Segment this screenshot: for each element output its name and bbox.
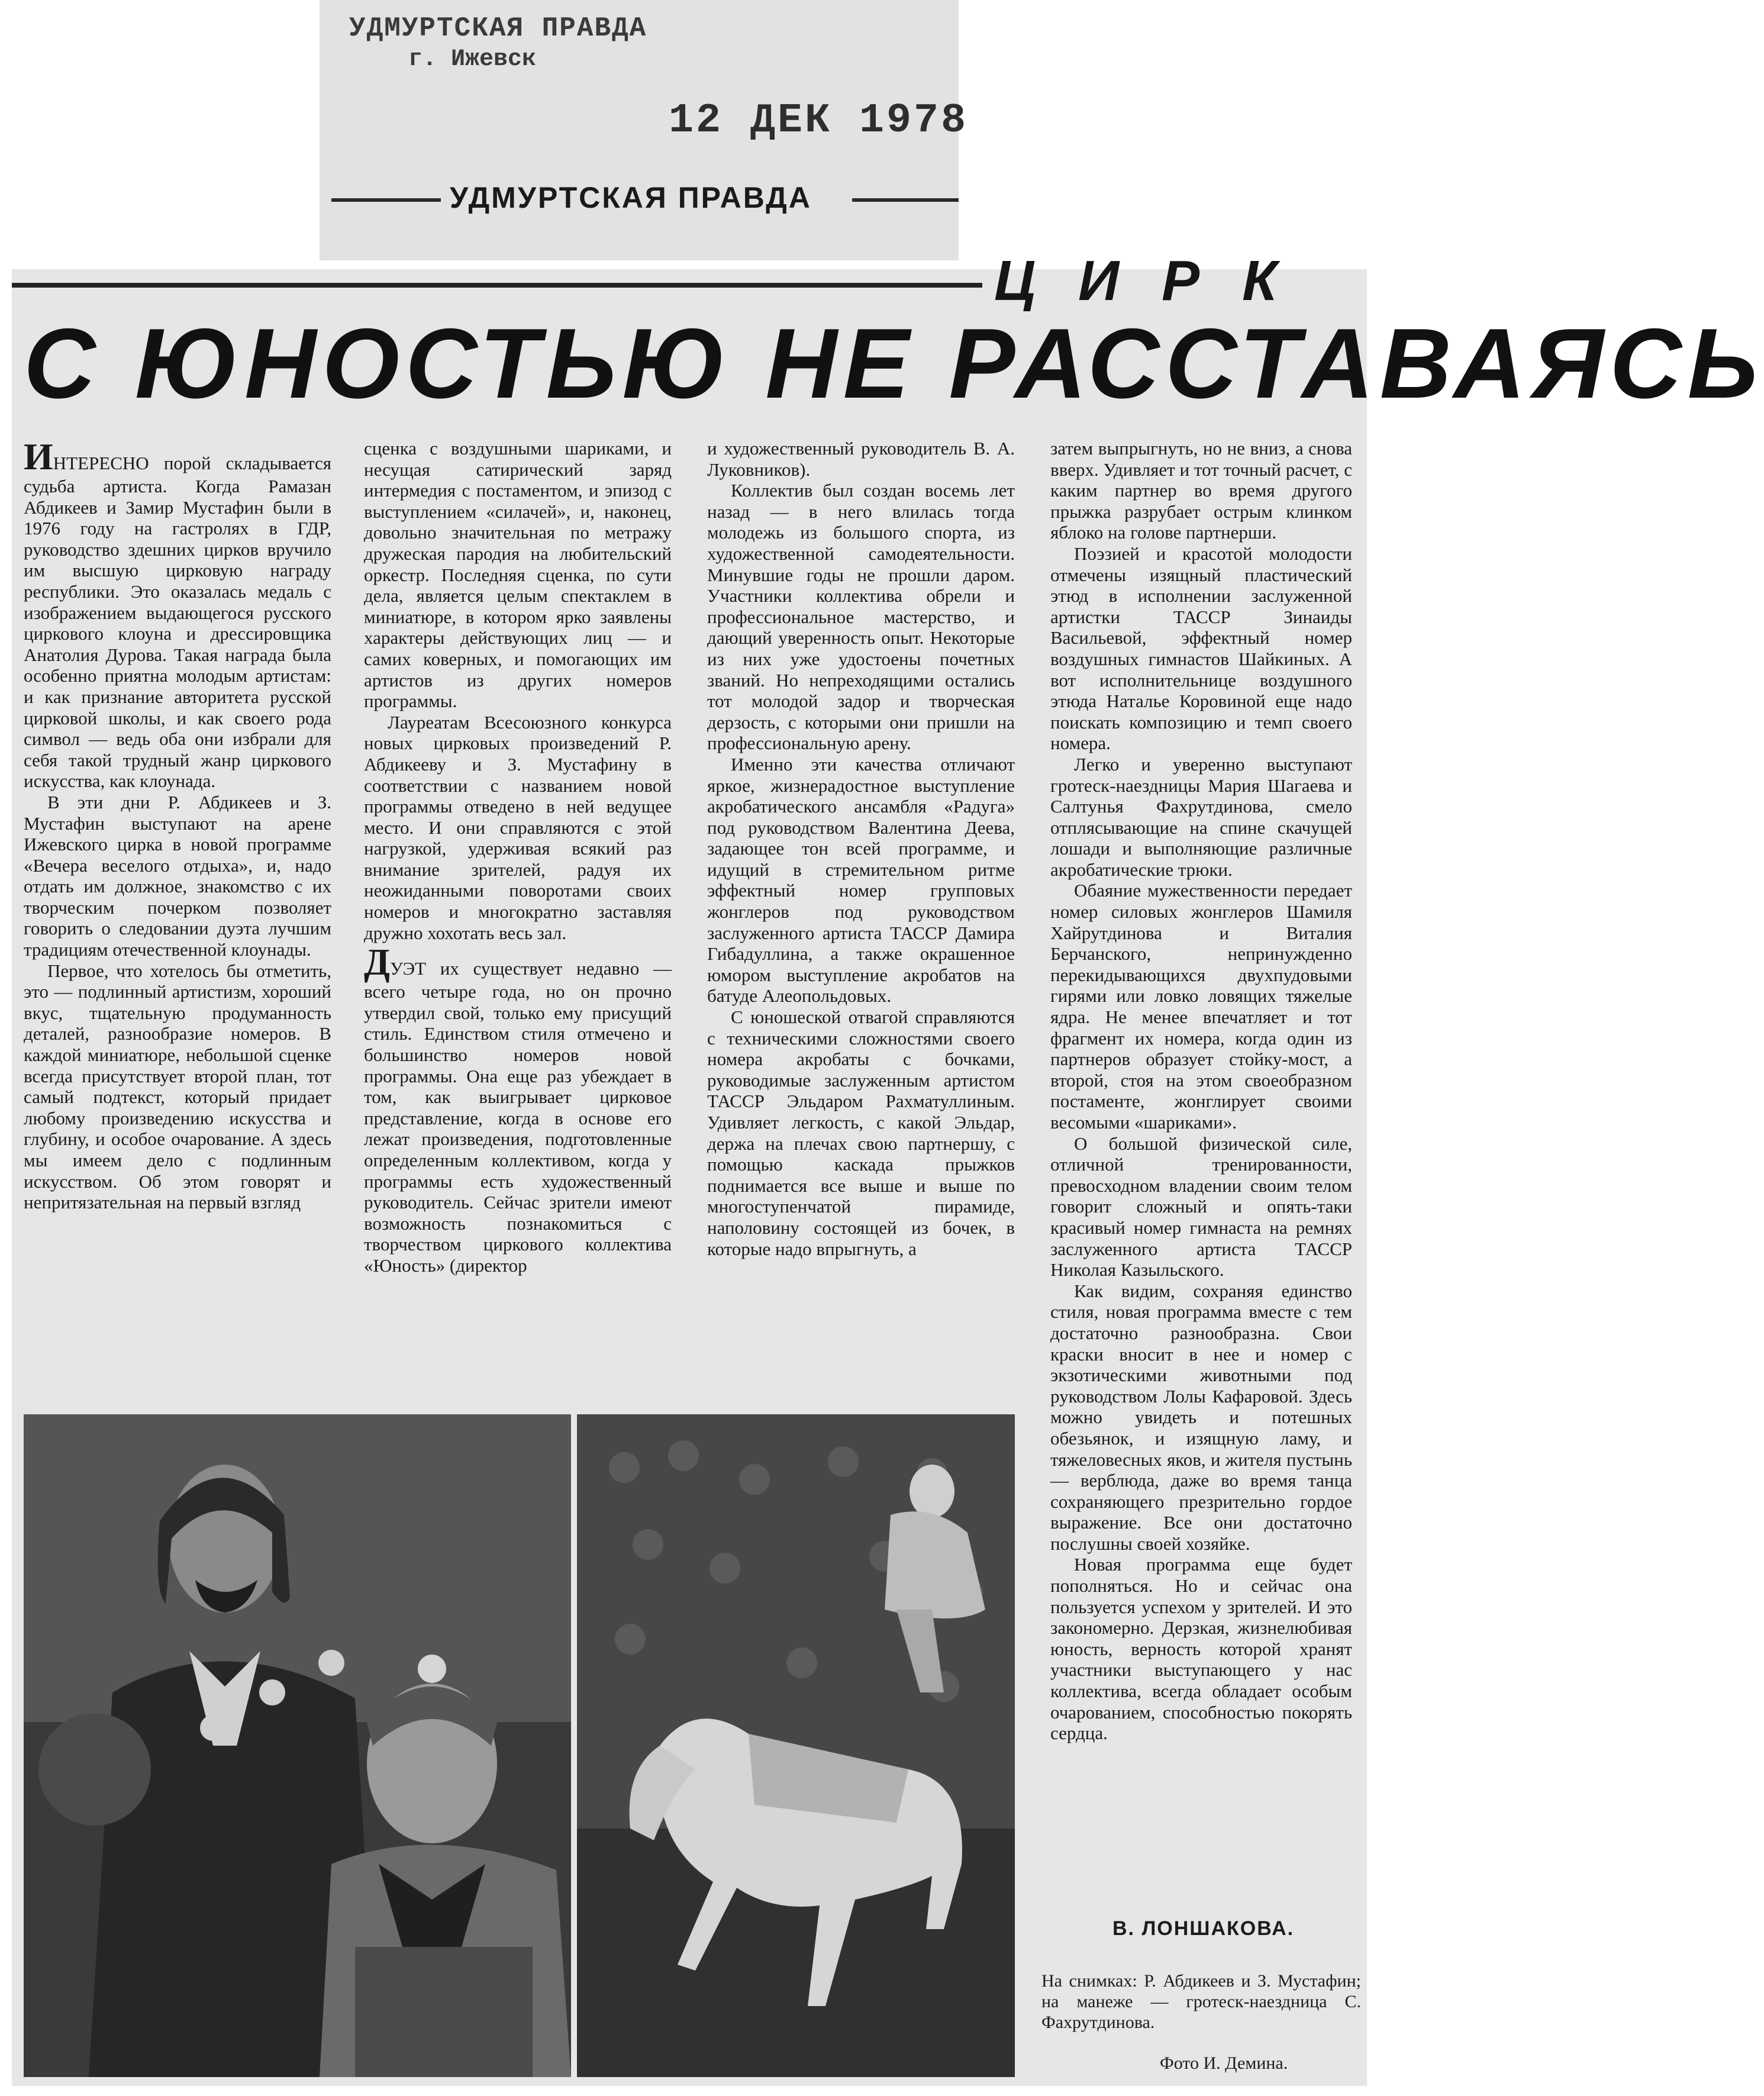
paragraph: и художественный руководитель В. А. Луковников). <box>707 438 1015 480</box>
paragraph: Новая программа еще будет пополняться. Но и сейчас она пользуется успехом у зрителей. И это закономерно. Дерзкая, жизнелюбивая юность, верность которой хранят участники выступающего у нас коллектива, всегда обладает особым очарованием, способностью покорять сердца. <box>1050 1554 1352 1744</box>
photo-clowns-image <box>24 1414 571 2077</box>
paragraph: Именно эти качества отличают яркое, жизнерадостное выступление акробатического ансамбля «Радуга» под руководством Валентина Деева, задающее тон всей программе, и идущий в стремительном ритме эффектный номер групповых жонглеров под руководством заслуженного артиста ТАССР Дамира Гибадуллина, а также окрашенное юмором выступление акробатов на батуде Алеопольдовых. <box>707 753 1015 1007</box>
stamp-date: 12 ДЕК 1978 <box>669 98 969 144</box>
paragraph: Как видим, сохраняя единство стиля, новая программа вместе с тем достаточно разнообразна. Свои краски вносит в нее и номер с экзотическими животными под руководством Лолы Кафаровой. Здесь можно увидеть и потешных обезьянок, и изящную ламу, и тяжеловесных яков, и жителя пустынь — верблюда, даже во время танца сохраняющего презрительно гордое выражение. Все они достаточно послушны своей хозяйке. <box>1050 1280 1352 1554</box>
paragraph: Обаяние мужественности передает номер силовых жонглеров Шамиля Хайрутдинова и Виталия Берчанского, непринужденно перекидывающихся двухпудовыми гирями или ловко ловящих тяжелые ядра. Не менее впечатляет и тот фрагмент их номера, когда один из партнеров образует стойку-мост, а второй, стоя на этом своеобразном постаменте, жонглирует своими весомыми «шариками». <box>1050 880 1352 1133</box>
paragraph: ДУЭТ их существует недавно — всего четыре года, но он прочно утвердил свой, только ему присущий стиль. Единством стиля отмечено и большинство номеров новой программы. Она еще раз убеждает в том, как выигрывает цирковое представление, когда в основе его лежат произведения, подготовленные определенным коллективом, когда у программы есть художественный руководитель. Сейчас зрители имеют возможность познакомиться с творчеством циркового коллектива «Юность» (директор <box>364 941 672 1276</box>
column-3 <box>707 438 1015 1259</box>
paragraph: О большой физической силе, отличной тренированности, превосходном владении своим телом говорит сложный и опять-таки красивый номер гимнаста на ремнях заслуженного артиста ТАССР Николая Казыльского. <box>1050 1133 1352 1281</box>
rubric: ЦИРК <box>994 249 1320 312</box>
paragraph: Лауреатам Всесоюзного конкурса новых цирковых произведений Р. Абдикееву и З. Мустафину в соответствии с названием новой программы отведено в ней ведущее место. И они справляются с этой нагрузкой, удерживая всякий раз внимание зрителей, радуя их неожиданными поворотами своих номеров и многократно заставляя дружно хохотать весь зал. <box>364 711 672 943</box>
dropcap: Д <box>364 941 391 983</box>
dropcap: И <box>24 436 53 478</box>
paragraph: В эти дни Р. Абдикеев и З. Мустафин выступают на арене Ижевского цирка в новой программе «Вечера веселого отдыха», и, надо отдать им должное, знакомство с их творческим почерком позволяет говорить о следовании дуэта лучшим традициям отечественной клоунады. <box>24 791 331 960</box>
photo-clowns <box>24 1414 571 2077</box>
byline: В. ЛОНШАКОВА. <box>1112 1917 1295 1940</box>
column-1 <box>24 438 331 1213</box>
paragraph: Коллектив был создан восемь лет назад — в него влилась тогда молодежь из большого спорта, из художественной самодеятельности. Минувшие годы не прошли даром. Участники коллектива обрели и профессиональное мастерство, и дающий уверенность опыт. Некоторые из них уже удостоены почетных званий. Но непреходящими остались тот молодой задор и творческая дерзость, с которыми они пришли на профессиональную арену. <box>707 480 1015 754</box>
masthead-rule-right <box>852 198 959 202</box>
photo-credit: Фото И. Демина. <box>1160 2053 1288 2073</box>
rubric-rule <box>12 283 982 288</box>
paragraph: затем выпрыгнуть, но не вниз, а снова вверх. Удивляет и тот точный расчет, с каким партнер во время другого прыжка разрубает острым клинком яблоко на голове партнерши. <box>1050 438 1352 543</box>
paragraph: ИНТЕРЕСНО порой складывается судьба артиста. Когда Рамазан Абдикеев и Замир Мустафин были в 1976 году на гастролях в ГДР, руководство здешних цирков вручило им высшую цирковую награду республики. Это оказалась медаль с изображением выдающегося русского циркового клоуна и дрессировщика Анатолия Дурова. Такая награда была особенно приятна молодым артистам: и как признание авторитета русской цирковой школы, и как своего рода символ — ведь оба они избрали для себя такой трудный жанр циркового искусства, как клоунада. <box>24 436 331 792</box>
column-2 <box>364 438 672 1276</box>
photo-caption: На снимках: Р. Абдикеев и З. Мустафин; на манеже — гротеск-наездница С. Фахрутдинова. <box>1041 1971 1361 2032</box>
paragraph: сценка с воздушными шариками, и несущая сатирический заряд интермедия с постаментом, и эпизод с выступлением «силачей», и, наконец, довольно значительная по метражу дружеская пародия на любительский оркестр. Последняя сценка, по сути дела, является целым спектаклем в миниатюре, в котором ярко заявлены характеры действующих лиц — и самих коверных, и помогающих им артистов из других номеров программы. <box>364 438 672 712</box>
stamp-city: г. Ижевск <box>408 46 537 73</box>
paragraph: С юношеской отвагой справляются с техническими сложностями своего номера акробаты с бочками, руководимые заслуженным артистом ТАССР Эльдаром Рахматуллиным. Удивляет легкость, с какой Эльдар, держа на плечах свою партнершу, с помощью каскада прыжков поднимается все выше и выше по многоступенчатой пирамиде, наполовину состоящей из бочек, в которые надо впрыгнуть, а <box>707 1007 1015 1259</box>
photo-rider-image <box>577 1414 1015 2077</box>
paragraph: Поэзией и красотой молодости отмечены изящный пластический этюд в исполнении заслуженной артистки ТАССР Зинаиды Васильевой, эффектный номер воздушных гимнастов Шайкиных. А вот исполнительнице воздушного этюда Наталье Коровиной еще надо поискать композицию и темп своего номера. <box>1050 543 1352 754</box>
headline: С ЮНОСТЬЮ НЕ РАССТАВАЯСЬ <box>24 308 1764 419</box>
stamp-paper-name: УДМУРТСКАЯ ПРАВДА <box>349 13 647 44</box>
paragraph: Легко и уверенно выступают гротеск-наездницы Мария Шагаева и Салтунья Фахрутдинова, смело отплясывающие на спине скачущей лошади и выполняющие различные акробатические трюки. <box>1050 753 1352 880</box>
paragraph: Первое, что хотелось бы отметить, это — подлинный артистизм, хороший вкус, тщательную продуманность деталей, разнообразие номеров. В каждой миниатюре, небольшой сценке всегда присутствует второй план, тот самый подтекст, который придает любому произведению искусства и глубину, и особое очарование. А здесь мы имеем дело с подлинным искусством. Об этом говорят и непритязательная на первый взгляд <box>24 960 331 1213</box>
column-4 <box>1050 438 1352 1744</box>
masthead-rule-left <box>331 198 441 202</box>
photo-rider <box>577 1414 1015 2077</box>
masthead: УДМУРТСКАЯ ПРАВДА <box>450 181 812 214</box>
